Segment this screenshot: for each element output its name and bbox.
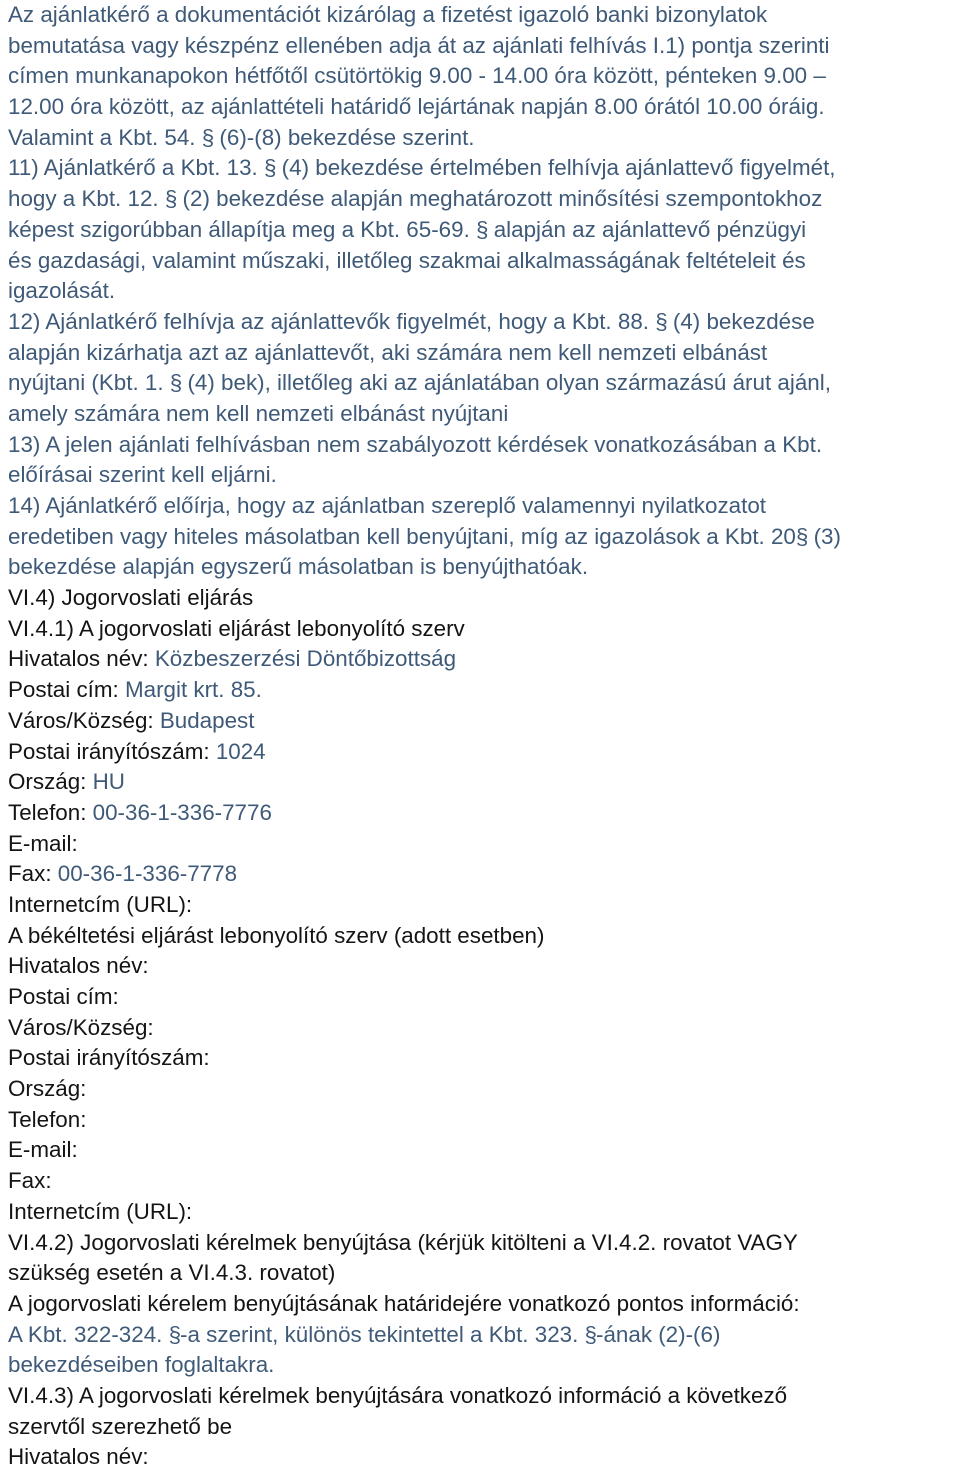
field-value: 1024 — [215, 738, 266, 764]
section-symbol: § — [168, 1321, 181, 1347]
notes-line: képest szigorúbban állapítja meg a Kbt. 65-69. § alapján az ajánlattevő pénzügyi — [8, 216, 807, 242]
notes-line: bemutatása vagy készpénz ellenében adja át az ajánlati felhívás I.1) pontja szerinti — [8, 32, 830, 58]
field-label: Hivatalos név: — [8, 646, 155, 672]
field-country: Ország: — [8, 1076, 87, 1102]
deadline-info-label: A jogorvoslati kérelem benyújtásának határidejére vonatkozó pontos információ: — [8, 1290, 800, 1316]
review-body-fields — [8, 644, 960, 920]
notes-line: és gazdasági, valamint műszaki, illetőleg szakmai alkalmasságának feltételeit és — [8, 247, 806, 273]
field-value: 00-36-1-336-7776 — [92, 799, 272, 825]
mediation-body-fields — [8, 951, 960, 1227]
field-label: Postai irányítószám: — [8, 738, 216, 764]
notes-line: 12) Ajánlatkérő felhívja az ajánlattevők figyelmét, hogy a Kbt. 88. § (4) bekezdése — [8, 308, 815, 334]
section-symbol: § — [201, 124, 214, 150]
field-town: Város/Község: — [8, 1014, 154, 1040]
section-symbol: § — [795, 523, 808, 549]
field-value: Budapest — [159, 707, 255, 733]
notes-line: 13) A jelen ajánlati felhívásban nem szabályozott kérdések vonatkozásában a Kbt. — [8, 431, 823, 457]
notes-line: hogy a Kbt. 12. § (2) bekezdése alapján meghatározott minősítési szempontokhoz — [8, 186, 823, 212]
field-value: Margit krt. 85. — [124, 677, 262, 703]
notes-line: eredetiben vagy hiteles másolatban kell benyújtani, míg az igazolások a Kbt. 20§ (3) — [8, 523, 841, 549]
notes-line: 12.00 óra között, az ajánlattételi határidő lejártának napján 8.00 órától 10.00 óráig. — [8, 94, 825, 120]
section-heading-vi42: VI.4.2) Jogorvoslati kérelmek benyújtása (kérjük kitölteni a VI.4.2. rovatot VAGY — [8, 1229, 798, 1255]
notes-line: címen munkanapokon hétfőtől csütörtökig 9.00 - 14.00 óra között, pénteken 9.00 – — [8, 63, 826, 89]
field-postal-code — [8, 737, 960, 768]
section-heading-vi41: VI.4.1) A jogorvoslati eljárást lebonyolító szerv — [8, 615, 465, 641]
field-official-name: Hivatalos név: — [8, 953, 149, 979]
field-label: Internetcím (URL): — [8, 891, 193, 917]
field-label: Telefon: — [8, 799, 93, 825]
field-telephone: Telefon: — [8, 1106, 87, 1132]
notes-line: 14) Ajánlatkérő előírja, hogy az ajánlatban szereplő valamennyi nyilatkozatot — [8, 493, 767, 518]
section-symbol: § — [655, 308, 667, 334]
section-heading-vi4: VI.4) Jogorvoslati eljárás — [8, 585, 254, 611]
section-symbol: § — [164, 186, 177, 212]
section-heading-vi43-cont: szervtől szerezhető be — [8, 1413, 233, 1439]
field-town — [8, 706, 960, 737]
field-label: Ország: — [8, 769, 93, 795]
notes-line: igazolását. — [8, 278, 116, 304]
field-postal-address — [8, 675, 960, 706]
section-heading-vi43: VI.4.3) A jogorvoslati kérelmek benyújtására vonatkozó információ a következő — [8, 1382, 788, 1408]
section-symbol: § — [584, 1321, 596, 1347]
section-symbol: § — [264, 155, 276, 181]
field-postal-address: Postai cím: — [8, 984, 119, 1009]
field-fax — [8, 859, 960, 890]
review-procedures-section — [8, 583, 960, 1473]
notes-line: amely számára nem kell nemzeti elbánást nyújtani — [8, 400, 509, 426]
field-email — [8, 829, 960, 860]
field-postal-code: Postai irányítószám: — [8, 1045, 210, 1071]
field-url — [8, 890, 960, 921]
notes-line: Az ajánlatkérő a dokumentációt kizárólag a fizetést igazoló banki bizonylatok — [8, 2, 768, 27]
field-official-name — [8, 644, 960, 675]
field-label: Fax: — [8, 861, 58, 887]
notes-line: Valamint a Kbt. 54. § (6)-(8) bekezdése szerint. — [8, 124, 475, 150]
notes-line: előírásai szerint kell eljárni. — [8, 462, 277, 488]
field-country — [8, 767, 960, 798]
field-email: E-mail: — [8, 1137, 78, 1163]
section-symbol: § — [476, 216, 488, 242]
field-value: HU — [92, 769, 125, 795]
field-fax: Fax: — [8, 1168, 52, 1194]
field-value: Közbeszerzési Döntőbizottság — [154, 646, 457, 672]
section-heading-vi42-cont: szükség esetén a VI.4.3. rovatot) — [8, 1260, 336, 1286]
field-telephone — [8, 798, 960, 829]
deadline-info-value: A Kbt. 322-324. §-a szerint, különös tekintettel a Kbt. 323. §-ának (2)-(6) — [8, 1321, 721, 1347]
field-label: Postai cím: — [8, 677, 125, 703]
notes-line: 11) Ajánlatkérő a Kbt. 13. § (4) bekezdése értelmében felhívja ajánlattevő figyelmét, — [8, 155, 836, 181]
notes-line: bekezdése alapján egyszerű másolatban is benyújthatóak. — [8, 554, 589, 580]
field-official-name: Hivatalos név: — [8, 1444, 149, 1470]
notes-line: alapján kizárhatja azt az ajánlattevőt, aki számára nem kell nemzeti elbánást — [8, 339, 768, 365]
deadline-info-value-cont: bekezdéseiben foglaltakra. — [8, 1352, 275, 1378]
field-url: Internetcím (URL): — [8, 1198, 193, 1224]
document-page — [8, 0, 960, 1473]
field-value: 00-36-1-336-7778 — [57, 861, 238, 887]
notes-line: nyújtani (Kbt. 1. § (4) bek), illetőleg aki az ajánlatában olyan származású árut ajánl, — [8, 370, 831, 396]
mediation-heading: A békéltetési eljárást lebonyolító szerv (adott esetben) — [8, 922, 545, 948]
field-label: E-mail: — [8, 830, 78, 856]
section-symbol: § — [169, 370, 182, 396]
field-label: Város/Község: — [8, 707, 160, 733]
additional-info-block — [8, 0, 960, 583]
